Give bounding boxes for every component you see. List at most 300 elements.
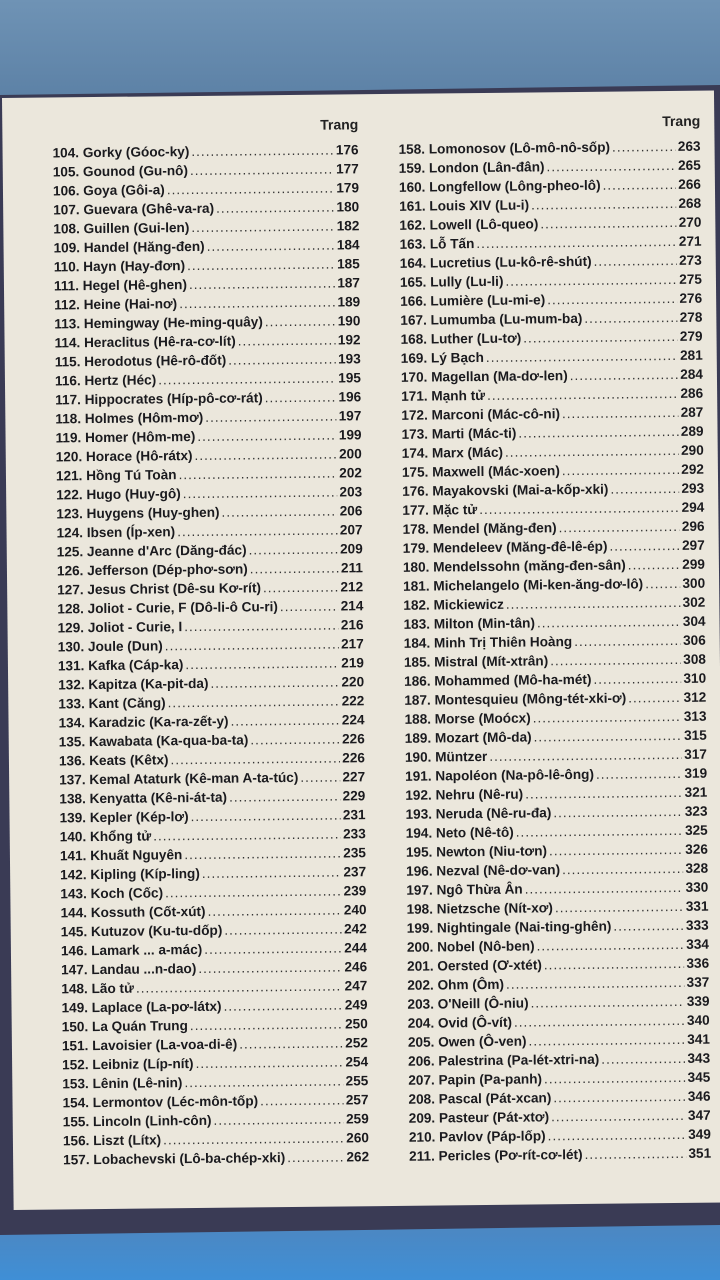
page-header-label: Trang: [320, 116, 359, 133]
entry-name: 199. Nightingale (Nai-ting-ghên): [406, 918, 612, 936]
entry-name: 114. Heraclitus (Hê-ra-cơ-lít): [54, 333, 236, 351]
dot-leader: [204, 938, 342, 958]
dot-leader: [239, 1033, 343, 1053]
entry-name: 133. Kant (Căng): [58, 695, 166, 712]
entry-page-number: 190: [337, 313, 361, 329]
index-entry: [63, 1147, 369, 1169]
entry-page-number: 177: [335, 161, 359, 177]
entry-name: 209. Pasteur (Pát-xtơ): [408, 1109, 550, 1126]
entry-name: 156. Liszt (Lítx): [62, 1132, 162, 1149]
entry-name: 203. O'Neill (Ô-niu): [407, 995, 529, 1012]
entry-name: 126. Jefferson (Dép-phơ-sơn): [56, 561, 248, 579]
entry-page-number: 317: [684, 746, 707, 762]
entry-name: 141. Khuất Nguyên: [59, 847, 183, 864]
entry-name: 182. Mickiewicz: [403, 596, 504, 613]
entry-page-number: 250: [344, 1016, 368, 1032]
dot-leader: [177, 521, 338, 542]
dot-leader: [489, 745, 682, 766]
entry-name: 161. Louis XIV (Lu-i): [399, 197, 530, 214]
entry-page-number: 299: [682, 556, 705, 572]
entry-page-number: 252: [345, 1035, 368, 1051]
entry-page-number: 340: [686, 1012, 710, 1028]
dot-leader: [628, 688, 682, 708]
dot-leader: [506, 593, 681, 614]
entry-name: 211. Pericles (Pơ-rít-cơ-lét): [409, 1146, 583, 1164]
entry-page-number: 259: [345, 1111, 369, 1127]
entry-name: 150. La Quán Trung: [61, 1018, 188, 1035]
entry-page-number: 176: [335, 142, 359, 158]
dot-leader: [562, 859, 684, 879]
entry-page-number: 224: [341, 712, 365, 728]
entry-page-number: 341: [687, 1031, 710, 1047]
entry-name: 189. Mozart (Mô-da): [404, 729, 532, 746]
entry-page-number: 328: [685, 860, 709, 876]
dot-leader: [184, 843, 341, 864]
dot-leader: [505, 270, 677, 291]
entry-name: 118. Holmes (Hôm-mơ): [55, 409, 204, 427]
entry-page-number: 226: [341, 731, 365, 747]
entry-page-number: 182: [336, 218, 360, 234]
entry-page-number: 330: [685, 879, 709, 895]
entry-page-number: 192: [337, 332, 361, 348]
dot-leader: [163, 1128, 344, 1149]
entry-name: 109. Handel (Hăng-đen): [53, 238, 205, 256]
entry-name: 171. Mạnh tử: [401, 387, 486, 404]
entry-page-number: 312: [683, 689, 707, 705]
dot-leader: [263, 578, 339, 598]
entry-page-number: 279: [679, 328, 703, 344]
dot-leader: [184, 616, 339, 637]
entry-name: 110. Hayn (Hay-đơn): [53, 258, 186, 275]
dot-leader: [628, 555, 681, 575]
entry-name: 148. Lão tử: [61, 980, 134, 997]
entry-page-number: 323: [684, 803, 708, 819]
dot-leader: [280, 597, 339, 617]
entry-page-number: 219: [341, 655, 365, 671]
entry-page-number: 331: [685, 898, 709, 914]
entry-page-number: 214: [340, 598, 364, 614]
dot-leader: [505, 441, 679, 462]
dot-leader: [540, 213, 677, 233]
entry-name: 122. Hugo (Huy-gô): [56, 486, 181, 503]
entry-page-number: 233: [342, 826, 366, 842]
entry-page-number: 275: [679, 271, 703, 287]
dot-leader: [553, 802, 683, 822]
dot-leader: [250, 558, 339, 578]
entry-page-number: 244: [344, 940, 367, 956]
entry-name: 137. Kemal Ataturk (Kê-man A-ta-túc): [59, 769, 299, 788]
dot-leader: [531, 194, 677, 215]
dot-leader: [570, 365, 679, 385]
dot-leader: [190, 1014, 343, 1035]
entry-page-number: 189: [337, 294, 361, 310]
entry-name: 210. Pavlov (Páp-lốp): [408, 1128, 546, 1145]
dot-leader: [178, 464, 337, 485]
entry-page-number: 220: [341, 674, 365, 690]
dot-leader: [547, 289, 677, 309]
entry-name: 106. Goya (Gôi-a): [52, 182, 165, 199]
dot-leader: [544, 1068, 686, 1088]
dot-leader: [170, 748, 340, 769]
entry-page-number: 209: [339, 541, 363, 557]
entry-page-number: 349: [688, 1126, 711, 1142]
dot-leader: [536, 935, 684, 956]
entry-name: 202. Ohm (Ôm): [407, 976, 505, 993]
entry-name: 157. Lobachevski (Lô-ba-chép-xki): [63, 1150, 286, 1168]
entry-name: 143. Koch (Cốc): [60, 885, 164, 902]
entry-page-number: 284: [680, 366, 704, 382]
entry-page-number: 346: [687, 1088, 711, 1104]
entry-page-number: 292: [681, 461, 705, 477]
dot-leader: [202, 862, 342, 882]
entry-page-number: 297: [681, 537, 705, 553]
dot-leader: [194, 445, 337, 465]
entry-name: 129. Joliot - Curie, I: [57, 619, 183, 636]
entry-name: 111. Hegel (Hê-ghen): [53, 277, 188, 294]
entry-name: 134. Karadzic (Ka-ra-zết-y): [58, 713, 229, 731]
entry-name: 205. Owen (Ô-ven): [407, 1033, 527, 1050]
dot-leader: [197, 426, 337, 446]
entry-page-number: 345: [687, 1069, 711, 1085]
entry-page-number: 229: [342, 788, 366, 804]
entry-name: 195. Newton (Niu-tơn): [405, 843, 548, 860]
dot-leader: [645, 574, 680, 593]
entry-page-number: 296: [681, 518, 705, 534]
dot-leader: [514, 1011, 685, 1032]
entry-name: 163. Lỗ Tấn: [399, 236, 475, 252]
dot-leader: [559, 517, 680, 537]
dot-leader: [479, 498, 680, 519]
dot-leader: [223, 995, 343, 1015]
entry-page-number: 313: [683, 708, 707, 724]
entry-page-number: 273: [678, 252, 702, 268]
dot-leader: [205, 407, 337, 427]
entry-name: 113. Hemingway (He-ming-quây): [54, 314, 263, 332]
entry-name: 159. London (Lân-đân): [398, 159, 545, 176]
entry-page-number: 180: [336, 199, 360, 215]
dot-leader: [574, 631, 681, 651]
entry-name: 177. Mặc tử: [402, 502, 478, 518]
entry-name: 174. Marx (Mác): [401, 444, 504, 461]
entry-page-number: 187: [337, 275, 361, 291]
entry-name: 120. Horace (Hô-rátx): [55, 448, 193, 465]
dot-leader: [300, 767, 340, 786]
entry-name: 178. Mendel (Măng-đen): [402, 520, 557, 537]
dot-leader: [550, 650, 681, 670]
dot-leader: [190, 805, 340, 826]
dot-leader: [584, 308, 677, 328]
entry-name: 132. Kapitza (Ka-pit-da): [58, 675, 209, 693]
dot-leader: [525, 783, 683, 804]
entry-name: 119. Homer (Hôm-me): [55, 428, 196, 446]
entry-page-number: 206: [339, 503, 363, 519]
entry-page-number: 270: [678, 214, 702, 230]
entry-name: 112. Heine (Hai-nơ): [54, 296, 178, 313]
entry-name: 130. Joule (Dun): [57, 638, 163, 655]
dot-leader: [185, 653, 339, 674]
dot-leader: [562, 460, 680, 480]
dot-leader: [221, 502, 337, 522]
index-list-left: [52, 140, 369, 1169]
entry-page-number: 255: [345, 1073, 369, 1089]
dot-leader: [546, 156, 676, 176]
dot-leader: [562, 403, 679, 423]
entry-name: 170. Magellan (Ma-dơ-len): [400, 368, 568, 385]
entry-page-number: 222: [341, 693, 365, 709]
entry-page-number: 304: [682, 613, 706, 629]
dot-leader: [596, 764, 683, 784]
entry-name: 142. Kipling (Kíp-ling): [60, 865, 200, 883]
dot-leader: [551, 1106, 686, 1126]
entry-page-number: 266: [678, 176, 702, 192]
dot-leader: [248, 540, 338, 560]
entry-name: 194. Neto (Nê-tô): [405, 824, 514, 841]
dot-leader: [136, 976, 343, 997]
entry-page-number: 226: [342, 750, 366, 766]
entry-page-number: 237: [343, 864, 367, 880]
entry-name: 115. Herodotus (Hê-rô-đốt): [54, 352, 227, 370]
entry-page-number: 294: [681, 499, 705, 515]
entry-page-number: 193: [337, 351, 361, 367]
entry-page-number: 315: [683, 727, 707, 743]
entry-page-number: 212: [340, 579, 364, 595]
entry-name: 121. Hồng Tú Toàn: [55, 467, 177, 484]
dot-leader: [183, 483, 338, 504]
entry-page-number: 286: [680, 385, 704, 401]
entry-page-number: 200: [338, 446, 362, 462]
dot-leader: [168, 691, 340, 712]
dot-leader: [165, 881, 342, 902]
entry-name: 144. Kossuth (Cốt-xút): [60, 903, 206, 921]
dot-leader: [195, 1052, 343, 1073]
entry-name: 131. Kafka (Cáp-ka): [57, 657, 184, 674]
entry-page-number: 326: [685, 841, 708, 857]
entry-page-number: 217: [340, 636, 364, 652]
dot-leader: [523, 327, 678, 348]
index-entry: [409, 1144, 711, 1166]
dot-leader: [184, 1071, 343, 1092]
entry-page-number: 179: [336, 180, 360, 196]
entry-page-number: 287: [680, 404, 704, 420]
index-list-right: [398, 137, 711, 1166]
dot-leader: [486, 346, 678, 367]
entry-name: 167. Lumumba (Lu-mum-ba): [400, 310, 583, 328]
entry-page-number: 306: [682, 632, 706, 648]
entry-page-number: 265: [677, 157, 701, 173]
entry-page-number: 196: [338, 389, 362, 405]
entry-name: 181. Michelangelo (Mi-ken-ăng-dơ-lô): [403, 576, 644, 594]
entry-name: 117. Hippocrates (Híp-pô-cơ-rát): [55, 390, 263, 408]
dot-leader: [594, 251, 678, 271]
entry-name: 107. Guevara (Ghê-va-ra): [53, 200, 215, 218]
entry-name: 128. Joliot - Curie, F (Dô-li-ô Cu-ri): [57, 599, 278, 617]
dot-leader: [601, 1049, 685, 1069]
dot-leader: [216, 198, 335, 218]
entry-name: 147. Landau ...n-dao): [61, 961, 197, 978]
entry-name: 116. Hertz (Héc): [54, 372, 157, 389]
entry-page-number: 351: [688, 1145, 712, 1161]
entry-name: 196. Nezval (Nê-dơ-van): [406, 862, 561, 879]
entry-name: 145. Kutuzov (Ku-tu-dốp): [60, 922, 223, 940]
entry-page-number: 235: [343, 845, 367, 861]
dot-leader: [187, 255, 335, 276]
entry-page-number: 276: [679, 290, 703, 306]
entry-name: 135. Kawabata (Ka-qua-ba-ta): [58, 732, 249, 750]
entry-page-number: 202: [339, 465, 363, 481]
entry-name: 140. Khổng tử: [59, 828, 152, 845]
entry-name: 175. Maxwell (Mác-xoen): [401, 463, 560, 480]
entry-name: 105. Gounod (Gu-nô): [52, 163, 189, 180]
book-page: [2, 91, 720, 1210]
dot-leader: [530, 992, 684, 1013]
dot-leader: [516, 821, 683, 842]
entry-name: 198. Nietzsche (Nít-xơ): [406, 900, 553, 917]
dot-leader: [265, 312, 336, 332]
dot-leader: [612, 137, 676, 157]
dot-leader: [265, 388, 337, 408]
entry-name: 173. Marti (Mác-ti): [401, 425, 517, 442]
entry-name: 187. Montesquieu (Mông-tét-xki-ơ): [404, 690, 627, 708]
dot-leader: [593, 669, 681, 689]
entry-name: 154. Lermontov (Léc-môn-tốp): [62, 1093, 259, 1111]
page-header-label: Trang: [662, 112, 701, 130]
entry-name: 208. Pascal (Pát-xcan): [408, 1090, 552, 1107]
entry-page-number: 257: [345, 1092, 369, 1108]
entry-page-number: 249: [344, 997, 368, 1013]
entry-name: 138. Kenyatta (Kê-ni-át-ta): [59, 789, 228, 807]
dot-leader: [167, 179, 335, 200]
dot-leader: [260, 1090, 344, 1110]
entry-name: 206. Palestrina (Pa-lét-xtri-na): [408, 1051, 600, 1069]
entry-name: 155. Lincoln (Linh-côn): [62, 1112, 212, 1130]
dot-leader: [210, 672, 339, 692]
entry-name: 193. Neruda (Nê-ru-đa): [405, 805, 552, 822]
dot-leader: [487, 384, 679, 405]
entry-page-number: 199: [338, 427, 362, 443]
entry-name: 184. Minh Trị Thiên Hoàng: [403, 634, 573, 651]
entry-name: 152. Leibniz (Líp-nít): [62, 1056, 194, 1073]
entry-page-number: 260: [346, 1130, 369, 1146]
entry-name: 200. Nobel (Nô-ben): [406, 938, 535, 955]
entry-name: 172. Marconi (Mác-cô-ni): [401, 406, 561, 423]
dot-leader: [518, 422, 679, 443]
entry-name: 158. Lomonosov (Lô-mô-nô-sốp): [398, 139, 611, 157]
entry-name: 204. Ovid (Ô-vít): [407, 1014, 513, 1031]
dot-leader: [537, 612, 681, 633]
entry-name: 191. Napoléon (Na-pô-lê-ông): [405, 766, 595, 784]
entry-name: 127. Jesus Christ (Dê-su Kơ-rít): [57, 580, 262, 598]
entry-page-number: 195: [338, 370, 362, 386]
entry-name: 188. Morse (Moócx): [404, 710, 531, 727]
entry-page-number: 290: [680, 442, 704, 458]
entry-page-number: 289: [680, 423, 704, 439]
entry-name: 123. Huygens (Huy-ghen): [56, 504, 220, 522]
entry-page-number: 325: [684, 822, 708, 838]
entry-name: 160. Longfellow (Lông-pheo-lô): [398, 177, 601, 195]
entry-page-number: 300: [682, 575, 706, 591]
entry-name: 104. Gorky (Góoc-ky): [52, 144, 190, 161]
dot-leader: [250, 729, 340, 749]
dot-leader: [189, 274, 336, 295]
entry-name: 183. Milton (Min-tân): [403, 615, 536, 632]
entry-name: 201. Oersted (Ơ-xtét): [407, 957, 542, 974]
dot-leader: [534, 726, 683, 747]
entry-name: 108. Guillen (Gui-len): [53, 220, 190, 237]
entry-name: 176. Mayakovski (Mai-a-kốp-xki): [402, 481, 609, 499]
dot-leader: [476, 232, 677, 253]
entry-page-number: 347: [687, 1107, 711, 1123]
dot-leader: [238, 331, 336, 351]
entry-page-number: 247: [344, 978, 368, 994]
entry-name: 162. Lowell (Lô-queo): [399, 216, 539, 233]
dot-leader: [224, 919, 342, 939]
entry-name: 190. Müntzer: [404, 748, 488, 765]
entry-page-number: 231: [342, 807, 366, 823]
dot-leader: [553, 1087, 686, 1107]
entry-page-number: 197: [338, 408, 362, 424]
dot-leader: [549, 840, 683, 860]
entry-name: 180. Mendelssohn (măng-đen-sân): [402, 557, 626, 575]
dot-leader: [555, 897, 684, 917]
entry-name: 125. Jeanne d'Arc (Dăng-đác): [56, 542, 247, 560]
entry-page-number: 333: [685, 917, 709, 933]
entry-page-number: 239: [343, 883, 367, 899]
entry-page-number: 302: [682, 594, 706, 610]
dot-leader: [584, 1144, 686, 1164]
dot-leader: [153, 824, 341, 845]
dot-leader: [533, 707, 682, 728]
entry-page-number: 271: [678, 233, 702, 249]
entry-page-number: 240: [343, 902, 367, 918]
dot-leader: [548, 1125, 687, 1145]
entry-page-number: 310: [683, 670, 707, 686]
entry-name: 192. Nehru (Nê-ru): [405, 786, 524, 803]
entry-name: 149. Laplace (La-pơ-látx): [61, 998, 222, 1016]
entry-page-number: 278: [679, 309, 703, 325]
entry-page-number: 334: [686, 936, 709, 952]
dot-leader: [528, 1030, 685, 1051]
dot-leader: [610, 479, 679, 499]
dot-leader: [207, 900, 341, 920]
dot-leader: [207, 236, 335, 256]
entry-page-number: 184: [336, 237, 360, 253]
dot-leader: [191, 141, 334, 161]
entry-name: 151. Lavoisier (La-voa-di-ê): [61, 1036, 238, 1054]
entry-page-number: 319: [684, 765, 708, 781]
entry-name: 179. Mendeleev (Măng-đê-lê-ép): [402, 538, 608, 556]
entry-page-number: 207: [339, 522, 363, 538]
dot-leader: [544, 954, 685, 974]
dot-leader: [179, 293, 336, 314]
entry-page-number: 263: [677, 138, 701, 154]
entry-page-number: 336: [686, 955, 710, 971]
entry-name: 165. Lully (Lu-li): [399, 273, 504, 290]
entry-name: 153. Lênin (Lê-nin): [62, 1075, 183, 1092]
dot-leader: [158, 369, 336, 390]
entry-name: 185. Mistral (Mít-xtrân): [403, 653, 549, 670]
dot-leader: [602, 175, 676, 195]
entry-page-number: 242: [343, 921, 367, 937]
entry-page-number: 227: [342, 769, 366, 785]
dot-leader: [609, 536, 680, 556]
entry-name: 197. Ngô Thừa Ân: [406, 881, 523, 898]
entry-page-number: 281: [679, 347, 703, 363]
dot-leader: [213, 1109, 344, 1129]
dot-leader: [613, 916, 684, 936]
entry-page-number: 211: [340, 560, 364, 576]
entry-page-number: 293: [681, 480, 705, 496]
entry-page-number: 203: [339, 484, 363, 500]
